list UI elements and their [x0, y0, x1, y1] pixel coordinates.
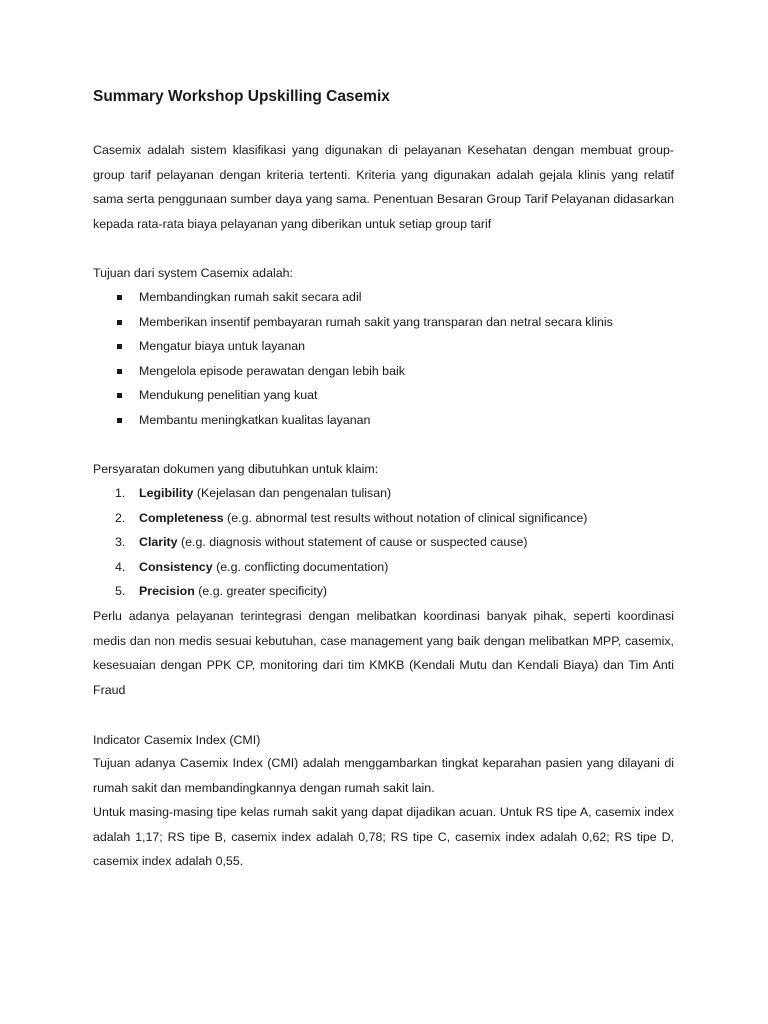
document-title: Summary Workshop Upskilling Casemix — [93, 88, 390, 105]
requirement-term: Consistency — [139, 559, 213, 574]
requirements-heading: Persyaratan dokumen yang dibutuhkan untuk klaim: — [93, 462, 379, 476]
cmi-heading: Indicator Casemix Index (CMI) — [93, 733, 261, 747]
bullet-icon — [117, 369, 122, 374]
goals-heading: Tujuan dari system Casemix adalah: — [93, 266, 293, 280]
bullet-icon — [117, 418, 122, 423]
cmi-values-paragraph: Untuk masing-masing tipe kelas rumah sakit yang dapat dijadikan acuan. Untuk RS tipe A, casemix index adalah 1,17; RS tipe B, casemix index adalah 0,78; RS tipe C, casemix index adalah 0,62; RS tipe D, casemix index adalah 0,55. — [93, 805, 674, 869]
bullet-icon — [117, 393, 122, 398]
list-item: Mendukung penelitian yang kuat — [93, 383, 674, 408]
bullet-icon — [117, 295, 122, 300]
intro-paragraph: Casemix adalah sistem klasifikasi yang digunakan di pelayanan Kesehatan dengan membuat group-group tarif pelayanan dengan kriteria tertenti. Kriteria yang digunakan adalah gejala klinis yang relatif sama serta penggunaan sumber daya yang sama. Penentuan Besaran Group Tarif Pelayanan didasarkan kepada rata-rata biaya pelayanan yang diberikan untuk setiap group tarif — [93, 143, 674, 231]
list-item: 4. Consistency (e.g. conflicting documentation) — [115, 559, 389, 574]
integration-paragraph: Perlu adanya pelayanan terintegrasi dengan melibatkan koordinasi banyak pihak, seperti koordinasi medis dan non medis sesuai kebutuhan, case management yang baik dengan melibatkan MPP, casemix, kesesuaian dengan PPK CP, monitoring dari tim KMKB (Kendali Mutu dan Kendali Biaya) dan Tim Anti Fraud — [93, 609, 674, 697]
bullet-icon — [117, 320, 122, 325]
requirement-term: Completeness — [139, 510, 224, 525]
goals-list — [93, 285, 674, 433]
list-item: Memberikan insentif pembayaran rumah sakit yang transparan dan netral secara klinis — [93, 310, 674, 335]
requirements-list — [93, 481, 674, 604]
list-item: Membantu meningkatkan kualitas layanan — [93, 408, 674, 433]
bullet-icon — [117, 344, 122, 349]
list-item: Mengatur biaya untuk layanan — [93, 334, 674, 359]
cmi-purpose-paragraph: Tujuan adanya Casemix Index (CMI) adalah menggambarkan tingkat keparahan pasien yang dilayani di rumah sakit dan membandingkannya dengan rumah sakit lain. — [93, 756, 674, 795]
list-item: Mengelola episode perawatan dengan lebih baik — [93, 359, 674, 384]
list-item: 5. Precision (e.g. greater specificity) — [115, 584, 328, 599]
requirement-term: Precision — [139, 584, 195, 599]
requirement-term: Legibility — [139, 486, 194, 500]
list-item: 3. Clarity (e.g. diagnosis without statement of cause or suspected cause) — [115, 535, 528, 550]
requirement-term: Clarity — [139, 535, 178, 550]
list-item: 1. Legibility (Kejelasan dan pengenalan tulisan) — [115, 486, 392, 500]
list-item: 2. Completeness (e.g. abnormal test results without notation of clinical significance) — [115, 510, 588, 525]
list-item: Membandingkan rumah sakit secara adil — [93, 285, 674, 310]
